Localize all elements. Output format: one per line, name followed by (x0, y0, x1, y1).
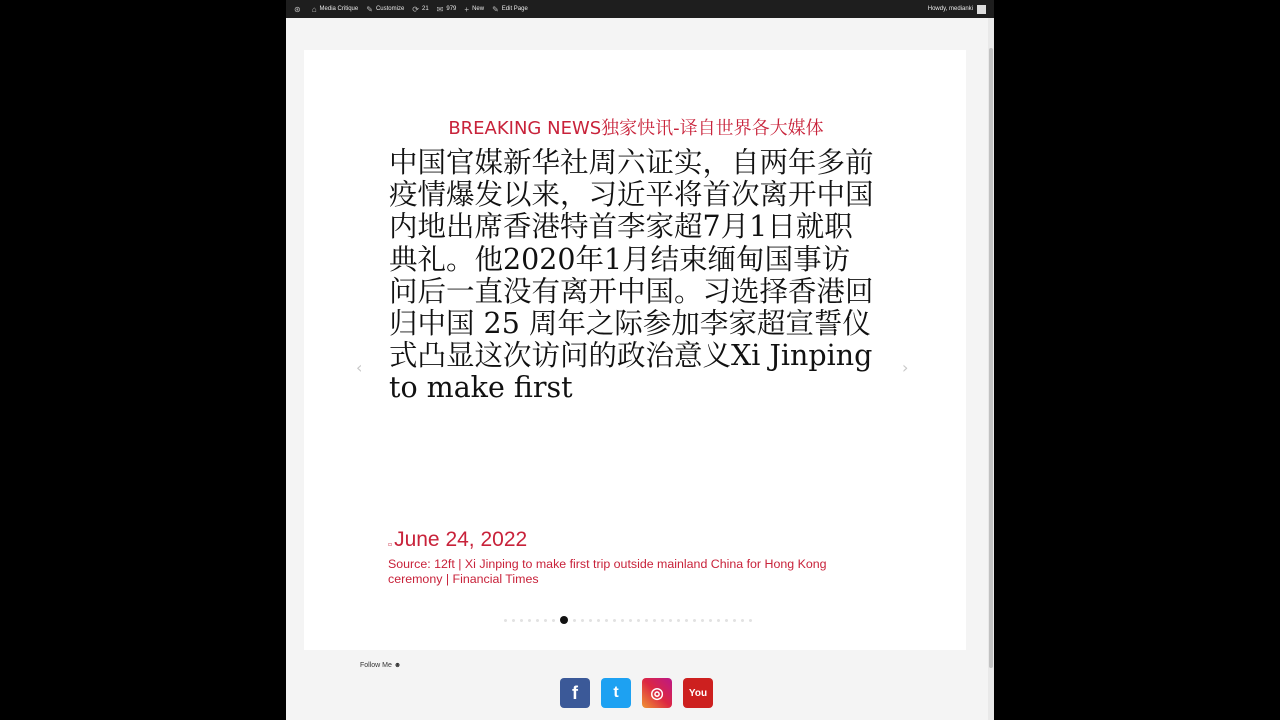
facebook-icon[interactable]: f (560, 678, 590, 708)
social-icons (560, 678, 724, 708)
admin-bar-comments[interactable] (437, 5, 457, 14)
carousel-dot[interactable] (552, 619, 555, 622)
wordpress-icon: ⊛ (294, 4, 301, 14)
carousel-dot[interactable] (544, 619, 547, 622)
carousel-dot[interactable] (653, 619, 656, 622)
calendar-icon: ▫ (388, 541, 393, 548)
twitter-icon[interactable]: t (601, 678, 631, 708)
pencil-icon: ✎ (492, 4, 499, 14)
carousel-dot[interactable] (685, 619, 688, 622)
carousel-dot[interactable] (709, 619, 712, 622)
carousel-dot[interactable] (677, 619, 680, 622)
admin-bar-edit-page[interactable] (492, 5, 528, 14)
dateline (388, 528, 527, 552)
carousel-dot[interactable] (645, 619, 648, 622)
carousel-dot[interactable] (536, 619, 539, 622)
carousel-dot[interactable] (621, 619, 624, 622)
carousel-dot[interactable] (749, 619, 752, 622)
admin-bar-customize-label: Customize (375, 6, 405, 12)
scrollbar-thumb[interactable] (989, 48, 993, 668)
carousel-dot[interactable] (733, 619, 736, 622)
brush-icon: ✎ (366, 4, 373, 14)
carousel-dot[interactable] (504, 619, 507, 622)
admin-bar-account[interactable] (928, 5, 994, 14)
admin-bar-edit-label: Edit Page (501, 6, 528, 12)
post-date: June 24, 2022 (394, 528, 528, 551)
instagram-icon[interactable]: ◎ (642, 678, 672, 708)
carousel-dot[interactable] (693, 619, 696, 622)
carousel-dot[interactable] (597, 619, 600, 622)
follow-me-label: Follow Me ☻ (360, 662, 402, 669)
admin-bar-customize[interactable] (366, 5, 404, 14)
carousel-dot[interactable] (741, 619, 744, 622)
admin-bar-new[interactable] (464, 5, 484, 14)
home-icon: ⌂ (311, 4, 317, 14)
page-scrollbar[interactable] (988, 18, 994, 720)
carousel-dot[interactable] (528, 619, 531, 622)
carousel-dot[interactable] (637, 619, 640, 622)
carousel-dot[interactable] (669, 619, 672, 622)
admin-bar (286, 0, 994, 18)
admin-bar-site-name[interactable] (312, 5, 359, 14)
carousel-dot[interactable] (589, 619, 592, 622)
next-slide-button[interactable]: › (902, 358, 909, 377)
updates-icon: ⟳ (412, 4, 419, 14)
carousel-dot[interactable] (581, 619, 584, 622)
news-body-text: 中国官媒新华社周六证实，自两年多前疫情爆发以来，习近平将首次离开中国内地出席香港特首李家超7月1日就职典礼。他2020年1月结束缅甸国事访问后一直没有离开中国。习选择香港回归中国 25 周年之际参加李家超宣誓仪式凸显这次访问的政治意义Xi Jinping to make first (389, 146, 874, 405)
previous-slide-button[interactable]: ‹ (356, 358, 363, 377)
admin-bar-site-label: Media Critique (319, 6, 359, 12)
source-link[interactable]: Source: 12ft | Xi Jinping to make first trip outside mainland China for Hong Kong ceremony | Financial Times (388, 557, 827, 586)
carousel-dot[interactable] (661, 619, 664, 622)
carousel-dot[interactable] (717, 619, 720, 622)
avatar (977, 5, 986, 14)
admin-bar-greeting: Howdy, medianki (927, 6, 973, 12)
site-viewport (286, 0, 994, 720)
youtube-icon[interactable]: You (683, 678, 713, 708)
carousel-dot[interactable] (605, 619, 608, 622)
carousel-dot[interactable] (613, 619, 616, 622)
carousel-dot[interactable] (560, 616, 568, 624)
carousel-dot[interactable] (629, 619, 632, 622)
admin-bar-updates-count: 21 (421, 6, 429, 12)
comment-icon: ✉ (436, 4, 444, 14)
plus-icon: + (464, 4, 470, 14)
carousel-dot[interactable] (573, 619, 576, 622)
carousel-dot[interactable] (701, 619, 704, 622)
carousel-dots (504, 616, 757, 624)
breaking-news-heading: BREAKING NEWS独家快讯-译自世界各大媒体 (448, 118, 824, 139)
carousel-dot[interactable] (725, 619, 728, 622)
carousel-dot[interactable] (512, 619, 515, 622)
admin-bar-wordpress[interactable] (294, 5, 304, 14)
admin-bar-new-label: New (472, 6, 485, 12)
admin-bar-updates[interactable] (412, 5, 428, 14)
news-slider-card (304, 50, 966, 650)
admin-bar-comments-count: 979 (446, 6, 457, 12)
carousel-dot[interactable] (520, 619, 523, 622)
